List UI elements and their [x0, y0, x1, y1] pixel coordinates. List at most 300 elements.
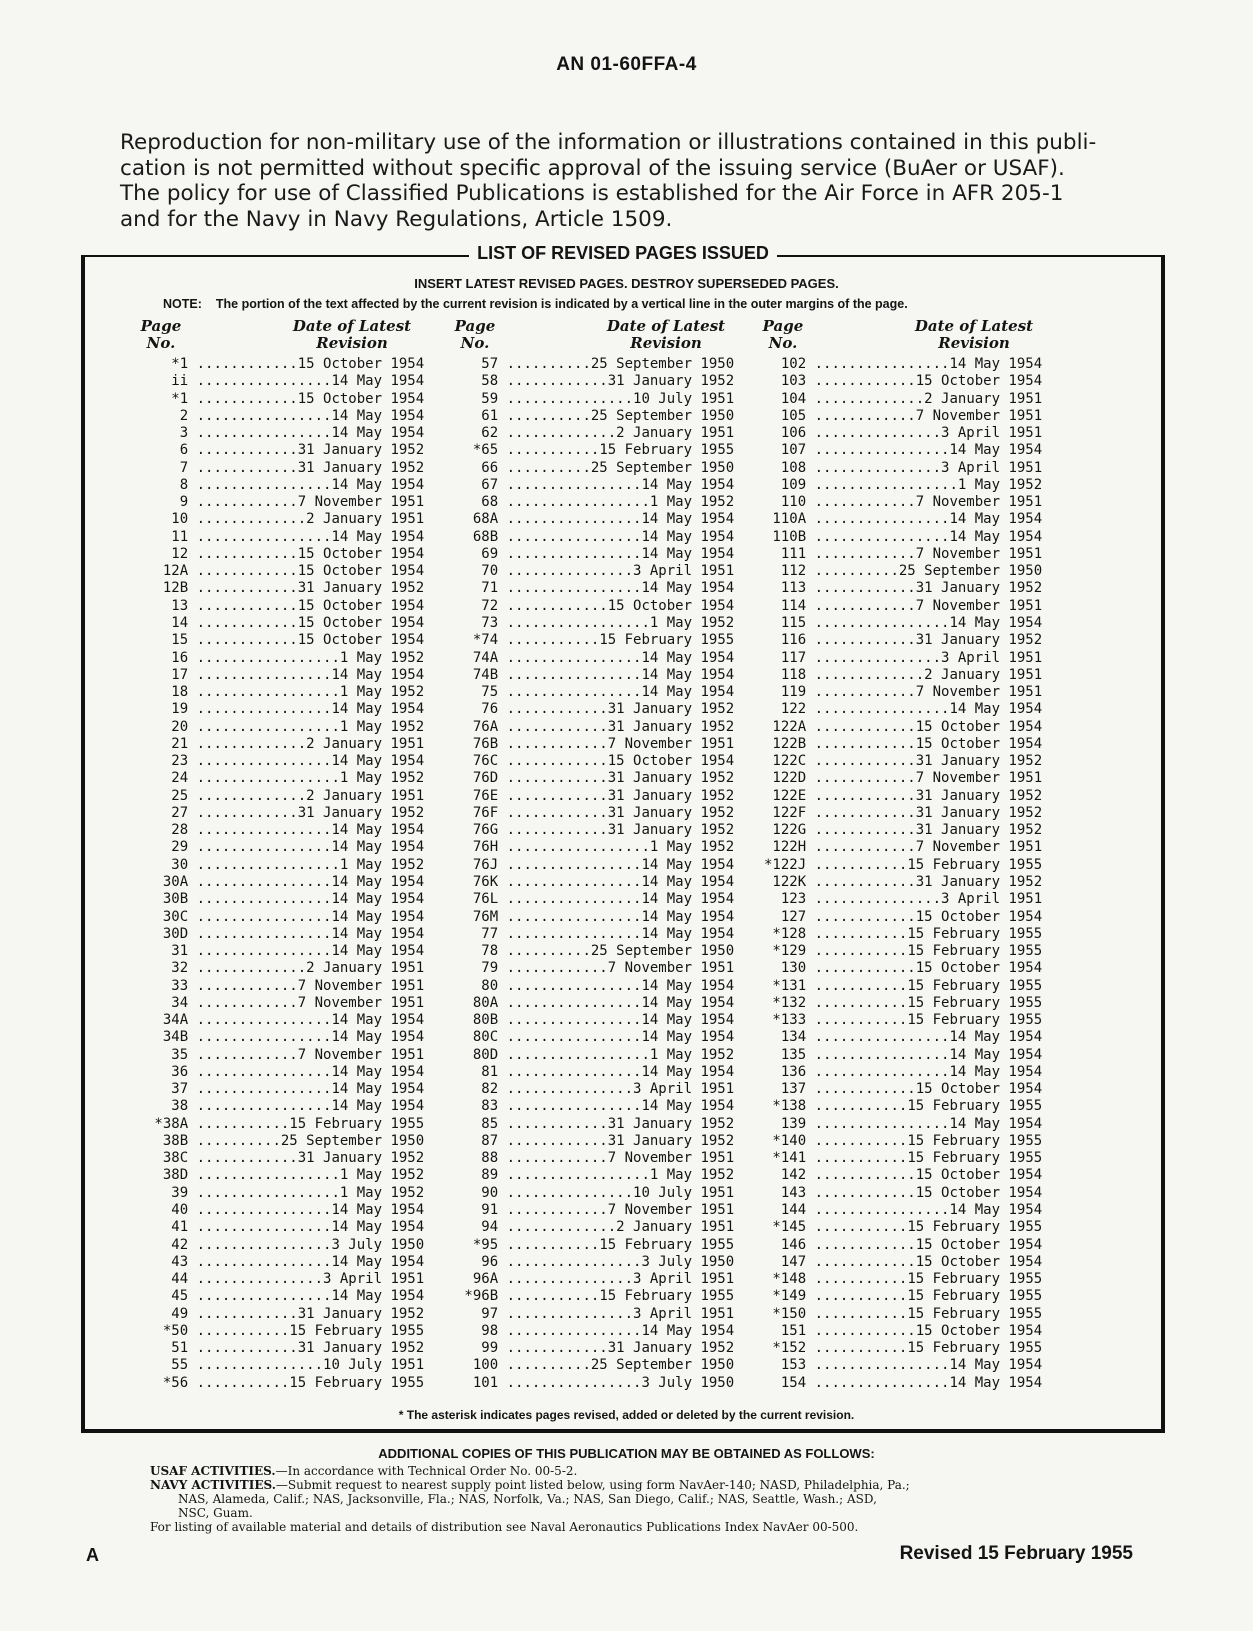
- revision-row: [456, 1202, 734, 1219]
- revision-date: 31 January 1952: [297, 1305, 425, 1322]
- page-number: *1: [146, 356, 189, 372]
- page-number: 10: [146, 511, 189, 528]
- page-number: 143: [764, 1184, 807, 1201]
- dot-leader: ................: [498, 1029, 642, 1046]
- dot-leader: ...............: [188, 1357, 324, 1374]
- revision-row: [764, 408, 1042, 425]
- page-number: 110A: [764, 511, 807, 528]
- revision-date: 3 April 1951: [323, 1271, 425, 1288]
- revision-row: [146, 563, 424, 580]
- revision-row: [764, 857, 1042, 874]
- dot-leader: ............: [806, 632, 916, 649]
- page-number: 106: [764, 425, 807, 442]
- dot-leader: ................: [188, 1288, 332, 1305]
- dot-leader: ............: [806, 770, 916, 787]
- revision-date: 7 November 1951: [915, 407, 1043, 424]
- page-number: 74B: [456, 666, 499, 683]
- page-number: 76J: [456, 856, 499, 873]
- revision-date: 14 May 1954: [641, 1098, 735, 1115]
- page-number: 33: [146, 977, 189, 994]
- dot-leader: ............: [188, 545, 298, 562]
- revision-date: 14 May 1954: [641, 528, 735, 545]
- page-number: 116: [764, 632, 807, 649]
- revision-row: [764, 719, 1042, 736]
- dot-leader: ................: [498, 908, 642, 925]
- dot-leader: ................: [806, 1374, 950, 1391]
- page-letter: A: [86, 1545, 99, 1565]
- page-number: 80: [456, 977, 499, 994]
- revision-row: [456, 1357, 734, 1374]
- page-number: *140: [764, 1132, 807, 1149]
- page-number: 15: [146, 632, 189, 649]
- revision-date: 14 May 1954: [331, 476, 425, 493]
- revision-date: 14 May 1954: [641, 476, 735, 493]
- date-header: Date of Latest Revision: [292, 317, 412, 352]
- dot-leader: ............: [498, 1132, 608, 1149]
- dot-leader: ............: [498, 804, 608, 821]
- page-number: *122J: [764, 856, 807, 873]
- page-number: 113: [764, 580, 807, 597]
- revision-row: [146, 1254, 424, 1271]
- revision-date: 14 May 1954: [641, 511, 735, 528]
- dot-leader: ................: [188, 753, 332, 770]
- dot-leader: .................: [188, 649, 340, 666]
- revision-row: [146, 1098, 424, 1115]
- page-number: 31: [146, 943, 189, 960]
- revision-row: [146, 356, 424, 373]
- dot-leader: ...........: [498, 1236, 600, 1253]
- revision-date: 14 May 1954: [331, 822, 425, 839]
- page-number: 144: [764, 1202, 807, 1219]
- page-number: 76M: [456, 908, 499, 925]
- revision-row: [456, 909, 734, 926]
- page-number: 122E: [764, 787, 807, 804]
- revision-date: 15 February 1955: [289, 1322, 425, 1339]
- dot-leader: ................: [188, 1012, 332, 1029]
- listing-note: For listing of available material and details of distribution see Naval Aeronautics Publications Index NavAer 00-500.: [150, 1520, 859, 1534]
- dot-leader: ...........: [806, 1340, 908, 1357]
- page-number: 122B: [764, 735, 807, 752]
- page-number: 96: [456, 1253, 499, 1270]
- revision-date: 15 February 1955: [907, 994, 1043, 1011]
- dot-leader: ...........: [806, 1271, 908, 1288]
- revision-date: 14 May 1954: [331, 1202, 425, 1219]
- revision-date: 31 January 1952: [607, 822, 735, 839]
- dot-leader: ..........: [498, 356, 591, 372]
- revision-date: 25 September 1950: [898, 563, 1043, 580]
- revision-row: [764, 1012, 1042, 1029]
- revision-date: 14 May 1954: [949, 442, 1043, 459]
- page-number: 7: [146, 459, 189, 476]
- revision-date: 14 May 1954: [641, 684, 735, 701]
- page-number: 83: [456, 1098, 499, 1115]
- dot-leader: ...........: [498, 1288, 600, 1305]
- revision-date: 2 January 1951: [616, 1219, 735, 1236]
- revision-date: 25 September 1950: [280, 1132, 425, 1149]
- dot-leader: ................: [188, 407, 332, 424]
- dot-leader: ...........: [806, 1012, 908, 1029]
- revision-row: [146, 770, 424, 787]
- page-number: 75: [456, 684, 499, 701]
- revision-row: [146, 632, 424, 649]
- page-number: 151: [764, 1322, 807, 1339]
- page-number: 12: [146, 545, 189, 562]
- dot-leader: ................: [498, 528, 642, 545]
- revision-row: [146, 926, 424, 943]
- dot-leader: ................: [188, 701, 332, 718]
- page-number: 51: [146, 1340, 189, 1357]
- navy-label: NAVY ACTIVITIES.: [150, 1478, 276, 1492]
- dot-leader: ............: [188, 614, 298, 631]
- page-number: 39: [146, 1184, 189, 1201]
- page-number: 122K: [764, 873, 807, 890]
- revision-date: 15 October 1954: [297, 597, 425, 614]
- page-number: 16: [146, 649, 189, 666]
- page-number: 111: [764, 545, 807, 562]
- revision-row: [764, 1185, 1042, 1202]
- page-number: 55: [146, 1357, 189, 1374]
- revision-date: 14 May 1954: [331, 1288, 425, 1305]
- revision-date: 3 April 1951: [941, 425, 1043, 442]
- revision-date: 25 September 1950: [590, 459, 735, 476]
- page-number: 42: [146, 1236, 189, 1253]
- page-number: 40: [146, 1202, 189, 1219]
- page-number: 30D: [146, 925, 189, 942]
- page-number: *1: [146, 390, 189, 407]
- page-number: 90: [456, 1184, 499, 1201]
- revision-row: [764, 650, 1042, 667]
- revision-date: 1 May 1952: [339, 718, 425, 735]
- revision-date: 2 January 1951: [306, 511, 425, 528]
- revision-date: 14 May 1954: [949, 1202, 1043, 1219]
- revision-date: 14 May 1954: [949, 1029, 1043, 1046]
- page-number: 66: [456, 459, 499, 476]
- dot-leader: ............: [498, 770, 608, 787]
- page-number: 108: [764, 459, 807, 476]
- revision-date: 31 January 1952: [297, 1340, 425, 1357]
- page-number: 122H: [764, 839, 807, 856]
- dot-leader: ..........: [498, 459, 591, 476]
- page-number: 117: [764, 649, 807, 666]
- dot-leader: ............: [806, 960, 916, 977]
- revision-row: [146, 909, 424, 926]
- revision-row: [146, 822, 424, 839]
- page-number: *133: [764, 1012, 807, 1029]
- dot-leader: ............: [806, 1184, 916, 1201]
- revision-date: 14 May 1954: [949, 1115, 1043, 1132]
- page-number: *129: [764, 943, 807, 960]
- dot-leader: ................: [188, 891, 332, 908]
- revision-date: 10 July 1951: [633, 1184, 735, 1201]
- revision-row: [146, 1323, 424, 1340]
- page-number: 80A: [456, 994, 499, 1011]
- page-number: 122C: [764, 753, 807, 770]
- page-number: 105: [764, 407, 807, 424]
- page-number: 119: [764, 684, 807, 701]
- revision-row: [764, 1047, 1042, 1064]
- revision-date: 31 January 1952: [607, 1340, 735, 1357]
- revision-date: 7 November 1951: [297, 494, 425, 511]
- dot-leader: ................: [498, 891, 642, 908]
- page-number: 70: [456, 563, 499, 580]
- revision-date: 15 February 1955: [907, 1271, 1043, 1288]
- revision-date: 15 February 1955: [289, 1115, 425, 1132]
- revision-date: 14 May 1954: [641, 1029, 735, 1046]
- dot-leader: .................: [188, 684, 340, 701]
- page-number: 35: [146, 1046, 189, 1063]
- page-number: *95: [456, 1236, 499, 1253]
- page-number: 110: [764, 494, 807, 511]
- revision-date: 3 April 1951: [633, 1081, 735, 1098]
- page-number: 104: [764, 390, 807, 407]
- revision-date: 15 October 1954: [297, 614, 425, 631]
- revision-date: 15 October 1954: [915, 1322, 1043, 1339]
- dot-leader: ...........: [806, 1305, 908, 1322]
- page-number: 11: [146, 528, 189, 545]
- revision-row: [764, 580, 1042, 597]
- revision-date: 2 January 1951: [306, 787, 425, 804]
- page-number: 72: [456, 597, 499, 614]
- revision-row: [456, 373, 734, 390]
- revision-date: 1 May 1952: [649, 839, 735, 856]
- dot-leader: ...............: [498, 1305, 634, 1322]
- revision-date: 7 November 1951: [915, 597, 1043, 614]
- revision-date: 14 May 1954: [641, 977, 735, 994]
- revision-date: 15 February 1955: [907, 977, 1043, 994]
- page-number: 27: [146, 804, 189, 821]
- dot-leader: ............: [498, 718, 608, 735]
- page-number: 100: [456, 1357, 499, 1374]
- revision-row: [764, 1357, 1042, 1374]
- document-number: AN 01-60FFA-4: [556, 54, 697, 75]
- revision-row: [764, 1375, 1042, 1392]
- revision-row: [456, 943, 734, 960]
- page-number: 89: [456, 1167, 499, 1184]
- revision-row: [456, 719, 734, 736]
- revision-date: 15 October 1954: [915, 735, 1043, 752]
- revision-row: [146, 1116, 424, 1133]
- dot-leader: ............: [498, 822, 608, 839]
- page-number: 69: [456, 545, 499, 562]
- page-number: *145: [764, 1219, 807, 1236]
- revision-column: [456, 356, 734, 1392]
- dot-leader: ................: [498, 1374, 642, 1391]
- dot-leader: ..........: [498, 407, 591, 424]
- page-number: 79: [456, 960, 499, 977]
- revision-date: 1 May 1952: [649, 1046, 735, 1063]
- revision-date: 2 January 1951: [306, 960, 425, 977]
- dot-leader: ................: [188, 873, 332, 890]
- page-number: 85: [456, 1115, 499, 1132]
- revision-row: [146, 1081, 424, 1098]
- revision-date: 15 October 1954: [607, 597, 735, 614]
- revision-row: [456, 1116, 734, 1133]
- page-number: 68: [456, 494, 499, 511]
- revision-row: [764, 563, 1042, 580]
- dot-leader: ...............: [806, 891, 942, 908]
- page-number: 139: [764, 1115, 807, 1132]
- dot-leader: ............: [806, 908, 916, 925]
- dot-leader: .................: [498, 839, 650, 856]
- revision-row: [146, 529, 424, 546]
- revision-row: [456, 1254, 734, 1271]
- page-number: 30: [146, 856, 189, 873]
- revision-row: [764, 995, 1042, 1012]
- dot-leader: ............: [806, 1253, 916, 1270]
- revision-date: 7 November 1951: [607, 735, 735, 752]
- page-number: 67: [456, 476, 499, 493]
- dot-leader: ............: [806, 735, 916, 752]
- revision-row: [146, 960, 424, 977]
- dot-leader: .............: [188, 960, 307, 977]
- revision-row: [764, 1098, 1042, 1115]
- revision-date: 14 May 1954: [641, 1063, 735, 1080]
- revision-row: [456, 857, 734, 874]
- revision-row: [146, 1288, 424, 1305]
- revision-row: [146, 736, 424, 753]
- dot-leader: ............: [806, 545, 916, 562]
- revision-date: 2 January 1951: [924, 390, 1043, 407]
- dot-leader: .................: [188, 1184, 340, 1201]
- revision-date: 15 February 1955: [599, 1236, 735, 1253]
- dot-leader: ...........: [806, 1219, 908, 1236]
- revision-row: [456, 425, 734, 442]
- dot-leader: ...........: [498, 442, 600, 459]
- revision-date: 31 January 1952: [915, 787, 1043, 804]
- dot-leader: ...........: [806, 994, 908, 1011]
- dot-leader: ...............: [498, 390, 634, 407]
- revision-row: [456, 1167, 734, 1184]
- page-number: 76G: [456, 822, 499, 839]
- dot-leader: ............: [188, 563, 298, 580]
- revision-row: [456, 960, 734, 977]
- revision-date: 2 January 1951: [616, 425, 735, 442]
- revision-row: [764, 494, 1042, 511]
- revision-row: [456, 477, 734, 494]
- dot-leader: ...............: [498, 1271, 634, 1288]
- navy-activities-cont: NSC, Guam.: [178, 1506, 253, 1520]
- dot-leader: ...............: [806, 459, 942, 476]
- revision-row: [146, 425, 424, 442]
- page-number: 76E: [456, 787, 499, 804]
- notice-line: The policy for use of Classified Publications is established for the Air Force in AFR 205-1: [120, 181, 1064, 206]
- revision-date: 14 May 1954: [331, 925, 425, 942]
- page-number: *141: [764, 1150, 807, 1167]
- revision-date: 25 September 1950: [590, 407, 735, 424]
- additional-copies-title: ADDITIONAL COPIES OF THIS PUBLICATION MAY BE OBTAINED AS FOLLOWS:: [378, 1446, 875, 1461]
- revision-date: 7 November 1951: [297, 977, 425, 994]
- dot-leader: ............: [498, 373, 608, 390]
- dot-leader: ............: [188, 356, 298, 372]
- dot-leader: ................: [498, 994, 642, 1011]
- dot-leader: ................: [498, 684, 642, 701]
- dot-leader: ............: [806, 804, 916, 821]
- dot-leader: ............: [498, 960, 608, 977]
- revision-date: 14 May 1954: [331, 1029, 425, 1046]
- page-number: 80D: [456, 1046, 499, 1063]
- revision-row: [456, 1081, 734, 1098]
- revision-date: 15 October 1954: [915, 1081, 1043, 1098]
- revision-date: 15 October 1954: [915, 960, 1043, 977]
- revision-row: [146, 442, 424, 459]
- revision-date: 31 January 1952: [607, 1115, 735, 1132]
- revision-row: [764, 1219, 1042, 1236]
- page-number: 38: [146, 1098, 189, 1115]
- dot-leader: ............: [806, 822, 916, 839]
- page-number: 25: [146, 787, 189, 804]
- page-number: 20: [146, 718, 189, 735]
- revision-date: 31 January 1952: [607, 1132, 735, 1149]
- revision-date: 1 May 1952: [339, 684, 425, 701]
- dot-leader: ................: [498, 925, 642, 942]
- revision-row: [146, 373, 424, 390]
- page-number: 57: [456, 356, 499, 372]
- page-number: 81: [456, 1063, 499, 1080]
- dot-leader: ............: [188, 1150, 298, 1167]
- dot-leader: .............: [188, 511, 307, 528]
- section-title-text: LIST OF REVISED PAGES ISSUED: [469, 243, 777, 263]
- note-text: The portion of the text affected by the current revision is indicated by a vertical line in the outer margins of the page.: [215, 297, 908, 311]
- page-number: 30B: [146, 891, 189, 908]
- page-number: 3: [146, 425, 189, 442]
- dot-leader: ............: [188, 459, 298, 476]
- revision-row: [456, 650, 734, 667]
- page-number: 96A: [456, 1271, 499, 1288]
- dot-leader: ................: [188, 425, 332, 442]
- dot-leader: ...........: [806, 856, 908, 873]
- dot-leader: ................: [806, 701, 950, 718]
- page-number: 76K: [456, 873, 499, 890]
- revision-date: 31 January 1952: [607, 373, 735, 390]
- revision-row: [456, 356, 734, 373]
- revision-date: 25 September 1950: [590, 356, 735, 372]
- revision-row: [456, 460, 734, 477]
- page-number: 123: [764, 891, 807, 908]
- revision-date: 14 May 1954: [331, 425, 425, 442]
- revision-date: 1 May 1952: [339, 770, 425, 787]
- revision-date: 31 January 1952: [297, 442, 425, 459]
- revision-row: [456, 494, 734, 511]
- dot-leader: ...........: [188, 1322, 290, 1339]
- page-number: 76: [456, 701, 499, 718]
- revision-row: [764, 770, 1042, 787]
- revision-note: [163, 297, 908, 311]
- dot-leader: ................: [498, 580, 642, 597]
- page-number: 137: [764, 1081, 807, 1098]
- page-number: 76H: [456, 839, 499, 856]
- dot-leader: ................: [806, 511, 950, 528]
- dot-leader: ................: [806, 356, 950, 372]
- revision-row: [456, 1219, 734, 1236]
- revision-date: 14 May 1954: [641, 891, 735, 908]
- dot-leader: ................: [498, 977, 642, 994]
- dot-leader: ...............: [806, 649, 942, 666]
- revision-row: [456, 1012, 734, 1029]
- dot-leader: ................: [188, 925, 332, 942]
- revision-date: 1 May 1952: [339, 1184, 425, 1201]
- revision-row: [764, 356, 1042, 373]
- page-number: 101: [456, 1374, 499, 1391]
- revision-date: 1 May 1952: [649, 1167, 735, 1184]
- page-no-header: Page No.: [454, 317, 496, 352]
- revision-date: 15 February 1955: [907, 1098, 1043, 1115]
- revision-date: 14 May 1954: [331, 1012, 425, 1029]
- revision-date: 31 January 1952: [915, 804, 1043, 821]
- page-number: 109: [764, 476, 807, 493]
- revision-date: 25 September 1950: [590, 943, 735, 960]
- revision-date: 14 May 1954: [331, 666, 425, 683]
- dot-leader: ............: [498, 1115, 608, 1132]
